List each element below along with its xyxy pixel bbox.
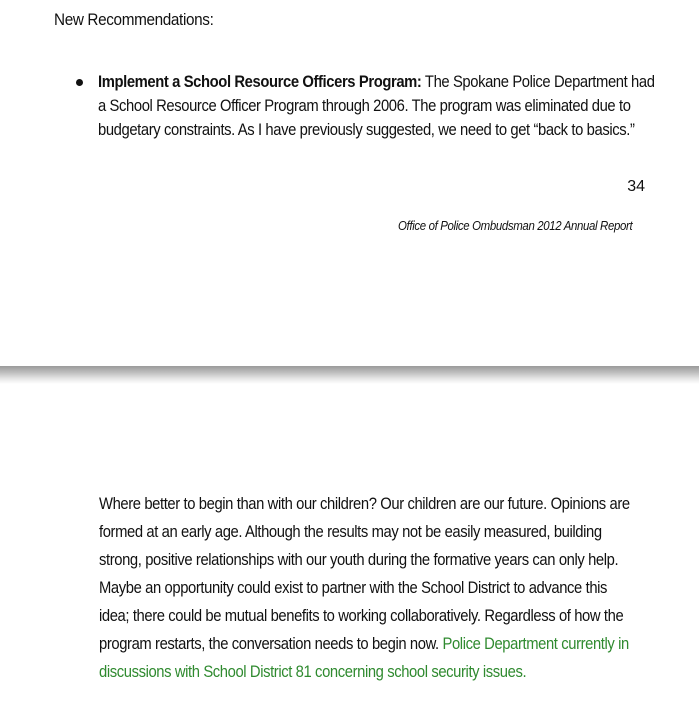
status-note: Police Department currently in discussions with School District 81 concerning school security issues. xyxy=(99,634,629,681)
page-number: 34 xyxy=(627,178,645,195)
recommendation-text xyxy=(98,70,655,142)
section-heading: New Recommendations: xyxy=(54,10,214,29)
paragraph-text: Where better to begin than with our children? Our children are our future. Opinions are formed at an early age. Although the results may not be easily measured, building strong, positive relationships with our youth during the formative years can only help. Maybe an opportunity could exist to partner with the School District to advance this idea; there could be mutual benefits to working collaboratively. Regardless of how the program restarts, the conversation needs to begin now. xyxy=(99,494,630,653)
recommendation-title: Implement a School Resource Officers Program: xyxy=(98,72,422,91)
recommendation-body: The Spokane Police Department had a School Resource Officer Program through 2006. The program was eliminated due to budgetary constraints. As I have previously suggested, we need to get “back to basics.” xyxy=(98,72,655,139)
bullet-icon xyxy=(76,79,83,86)
page-separator xyxy=(0,366,699,384)
report-footer: Office of Police Ombudsman 2012 Annual Report xyxy=(398,218,633,233)
body-paragraph xyxy=(99,490,638,686)
